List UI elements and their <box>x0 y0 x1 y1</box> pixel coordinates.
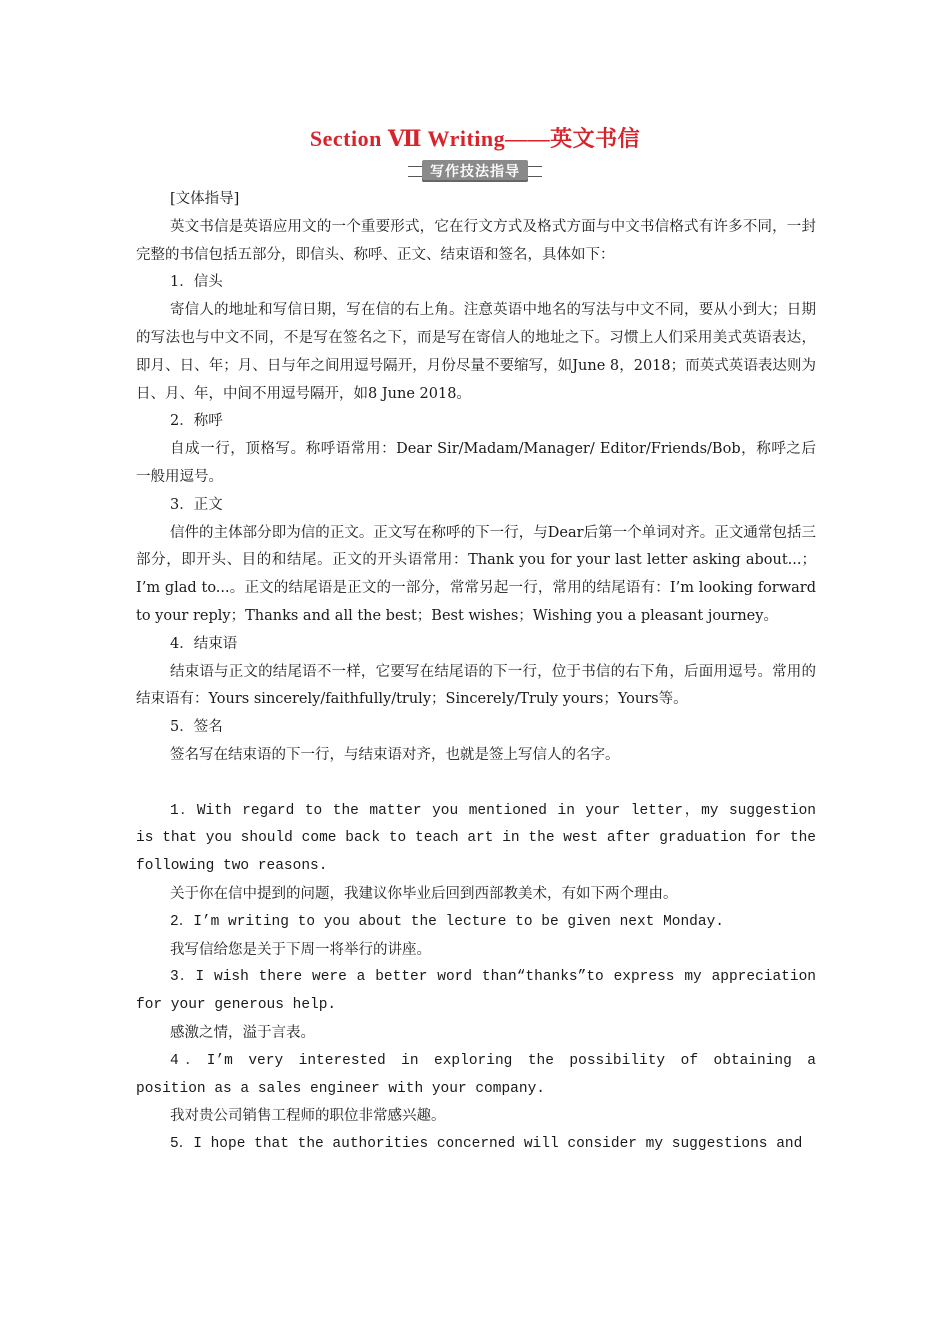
part-heading: 1．信头 <box>170 274 223 291</box>
sentence-chinese: 感激之情，溢于言表。 <box>170 1024 315 1041</box>
banner-right-rule <box>528 166 542 177</box>
part-heading: 2．称呼 <box>170 413 223 430</box>
sentence-chinese: 我对贵公司销售工程师的职位非常感兴趣。 <box>170 1108 446 1125</box>
section-gap <box>136 770 816 798</box>
part-text: 寄信人的地址和写信日期，写在信的右上角。注意英语中地名的写法与中文不同，要从小到大；日期的写法也与中文不同，不是写在签名之下，而是写在寄信人的地址之下。习惯上人们采用美式英语表达，即月、日、年；月、日与年之间用逗号隔开，月份尽量不要缩写，如June 8，2018；而英式英语表达则为日、月、年，中间不用逗号隔开，如8 June 2018。 <box>136 302 816 402</box>
document-body <box>136 186 816 1159</box>
part-text: 签名写在结束语的下一行，与结束语对齐，也就是签上写信人的名字。 <box>170 746 620 763</box>
part-text: 自成一行，顶格写。称呼语常用：Dear Sir/Madam/Manager/ Editor/Friends/Bob，称呼之后一般用逗号。 <box>136 441 816 485</box>
sentence-english: 1．With regard to the matter you mentioned in your letter，my suggestion is that you should come back to teach art in the west after graduation for the following two reasons. <box>136 802 816 875</box>
sentence-english: 2．I’m writing to you about the lecture to be given next Monday. <box>170 913 724 930</box>
sentence-english: 5．I hope that the authorities concerned will consider my suggestions and <box>170 1136 803 1153</box>
part-text: 结束语与正文的结尾语不一样，它要写在结尾语的下一行，位于书信的右下角，后面用逗号。常用的结束语有：Yours sincerely/faithfully/truly；Sincerely/Truly yours；Yours等。 <box>136 663 816 708</box>
guide-heading: [文体指导] <box>170 191 240 207</box>
part-heading: 5．签名 <box>170 719 223 736</box>
sentence-chinese: 关于你在信中提到的问题，我建议你毕业后回到西部教美术，有如下两个理由。 <box>170 885 678 902</box>
part-text: 信件的主体部分即为信的正文。正文写在称呼的下一行，与Dear后第一个单词对齐。正文通常包括三部分，即开头、目的和结尾。正文的开头语常用：Thank you for your last letter asking about...；I’m glad to...。正文的结尾语是正文的一部分，常常另起一行，常用的结尾语有：I’m looking forward to your reply；Thanks and all the best；Best wishes；Wishing you a pleasant journey。 <box>136 524 816 624</box>
sentence-english: 3．I wish there were a better word than“thanks”to express my appreciation for your generous help. <box>136 969 816 1014</box>
sentence-chinese: 我写信给您是关于下周一将举行的讲座。 <box>170 941 431 958</box>
section-banner <box>0 160 950 182</box>
page-title: Section Ⅶ Writing——英文书信 <box>309 126 641 151</box>
banner-left-rule <box>408 166 422 177</box>
guide-intro: 英文书信是英语应用文的一个重要形式，它在行文方式及格式方面与中文书信格式有许多不同，一封完整的书信包括五部分，即信头、称呼、正文、结束语和签名，具体如下： <box>136 218 816 263</box>
part-heading: 4．结束语 <box>170 635 238 652</box>
part-heading: 3．正文 <box>170 496 223 513</box>
sentence-english: 4．I’m very interested in exploring the possibility of obtaining a position as a sales engineer with your company. <box>136 1052 816 1097</box>
banner-label: 写作技法指导 <box>422 160 528 182</box>
